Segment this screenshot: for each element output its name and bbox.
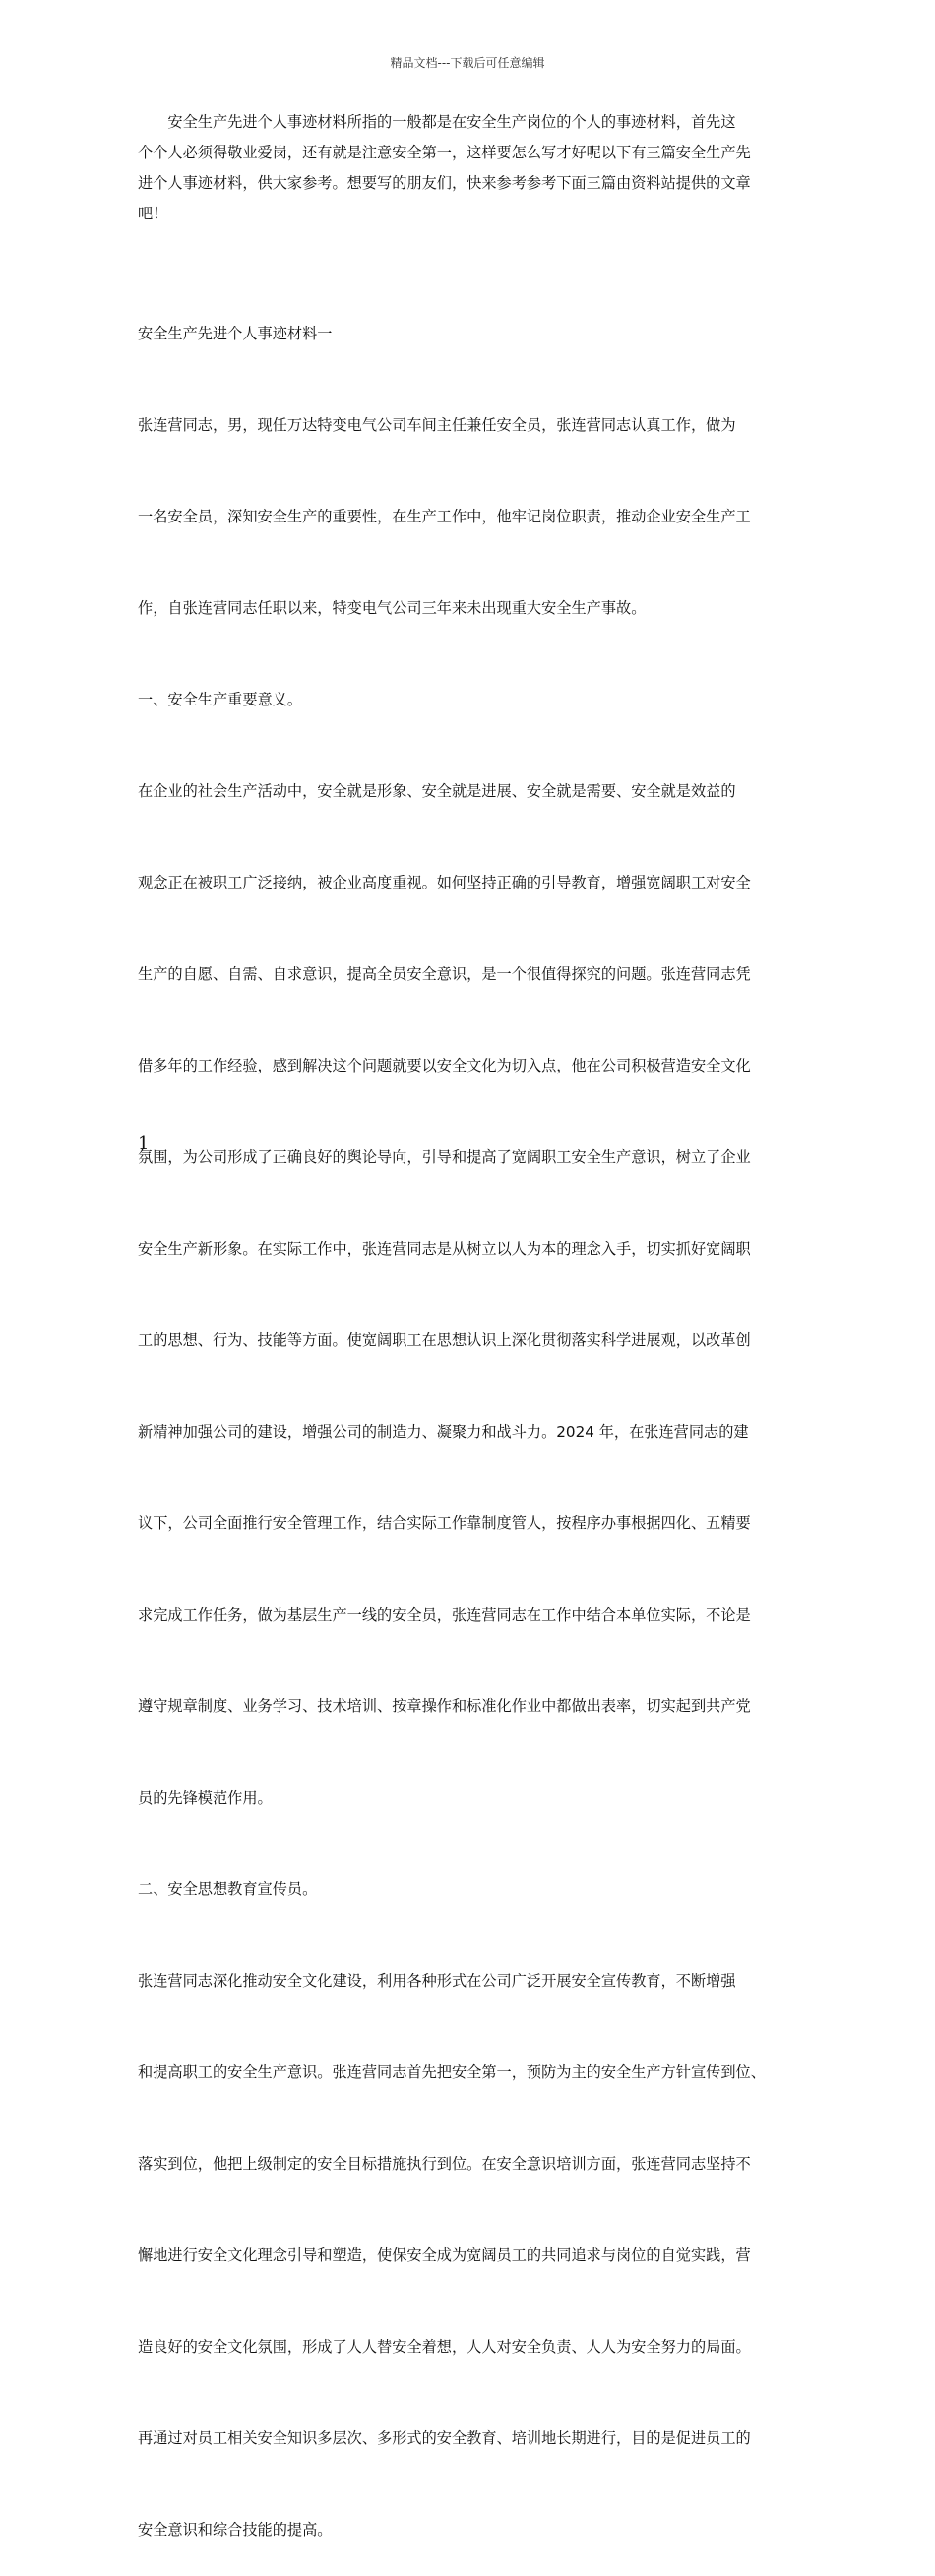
body-line: 懈地进行安全文化理念引导和塑造，使保安全成为宽阔员工的共同追求与岗位的自觉实践，营: [138, 2246, 751, 2264]
body-line: 造良好的安全文化氛围，形成了人人替安全着想，人人对安全负责、人人为安全努力的局面。: [138, 2338, 751, 2356]
body-line: 落实到位，他把上级制定的安全目标措施执行到位。在安全意识培训方面，张连营同志坚持不: [138, 2155, 751, 2173]
page-header: 精品文档---下载后可任意编辑: [390, 56, 545, 70]
body-line: 议下，公司全面推行安全管理工作，结合实际工作靠制度管人，按程序办事根据四化、五精要: [138, 1514, 751, 1532]
body-line: 再通过对员工相关安全知识多层次、多形式的安全教育、培训地长期进行，目的是促进员工的: [138, 2429, 751, 2447]
section-title: 安全生产先进个人事迹材料一: [138, 325, 333, 342]
body-line: 员的先锋模范作用。: [138, 1789, 273, 1807]
intro-line: 吧！: [138, 205, 168, 222]
body-line: 张连营同志，男，现任万达特变电气公司车间主任兼任安全员，张连营同志认真工作，做为: [138, 416, 736, 434]
body-line: 和提高职工的安全生产意识。张连营同志首先把安全第一，预防为主的安全生产方针宣传到位、: [138, 2063, 766, 2081]
intro-line: 进个人事迹材料，供大家参考。想要写的朋友们，快来参考参考下面三篇由资料站提供的文章: [138, 174, 751, 192]
body-line: 作，自张连营同志任职以来，特变电气公司三年来未出现重大安全生产事故。: [138, 599, 647, 617]
heading-line: 二、安全思想教育宣传员。: [138, 1880, 318, 1898]
body-line: 安全意识和综合技能的提高。: [138, 2521, 333, 2539]
intro-line: 安全生产先进个人事迹材料所指的一般都是在安全生产岗位的个人的事迹材料，首先这: [167, 113, 736, 131]
body-line: 在企业的社会生产活动中，安全就是形象、安全就是进展、安全就是需要、安全就是效益的: [138, 782, 736, 800]
body-line: 工的思想、行为、技能等方面。使宽阔职工在思想认识上深化贯彻落实科学进展观，以改革创: [138, 1331, 751, 1349]
body-line: 新精神加强公司的建设，增强公司的制造力、凝聚力和战斗力。2024 年，在张连营同志的建: [138, 1423, 749, 1441]
heading-line: 一、安全生产重要意义。: [138, 691, 303, 708]
body-line: 生产的自愿、自需、自求意识，提高全员安全意识，是一个很值得探究的问题。张连营同志凭: [138, 965, 751, 983]
body-line: 求完成工作任务，做为基层生产一线的安全员，张连营同志在工作中结合本单位实际，不论是: [138, 1606, 751, 1624]
body-line: 安全生产新形象。在实际工作中，张连营同志是从树立以人为本的理念入手，切实抓好宽阔职: [138, 1240, 751, 1257]
body-line: 一名安全员，深知安全生产的重要性，在生产工作中，他牢记岗位职责，推动企业安全生产工: [138, 508, 751, 525]
intro-line: 个个人必须得敬业爱岗，还有就是注意安全第一，这样要怎么写才好呢以下有三篇安全生产先: [138, 144, 751, 161]
intro-paragraph: [138, 107, 799, 229]
body-line: 借多年的工作经验，感到解决这个问题就要以安全文化为切入点，他在公司积极营造安全文化: [138, 1057, 751, 1074]
section-body: [138, 349, 799, 2576]
body-line: 张连营同志深化推动安全文化建设，利用各种形式在公司广泛开展安全宣传教育，不断增强: [138, 1972, 736, 1990]
body-line: 观念正在被职工广泛接纳，被企业高度重视。如何坚持正确的引导教育，增强宽阔职工对安全: [138, 874, 751, 891]
body-line: 遵守规章制度、业务学习、技术培训、按章操作和标准化作业中都做出表率，切实起到共产党: [138, 1697, 751, 1715]
body-line: 氛围，为公司形成了正确良好的舆论导向，引导和提高了宽阔职工安全生产意识，树立了企业: [138, 1148, 751, 1166]
page-number: 1: [138, 1134, 150, 1154]
